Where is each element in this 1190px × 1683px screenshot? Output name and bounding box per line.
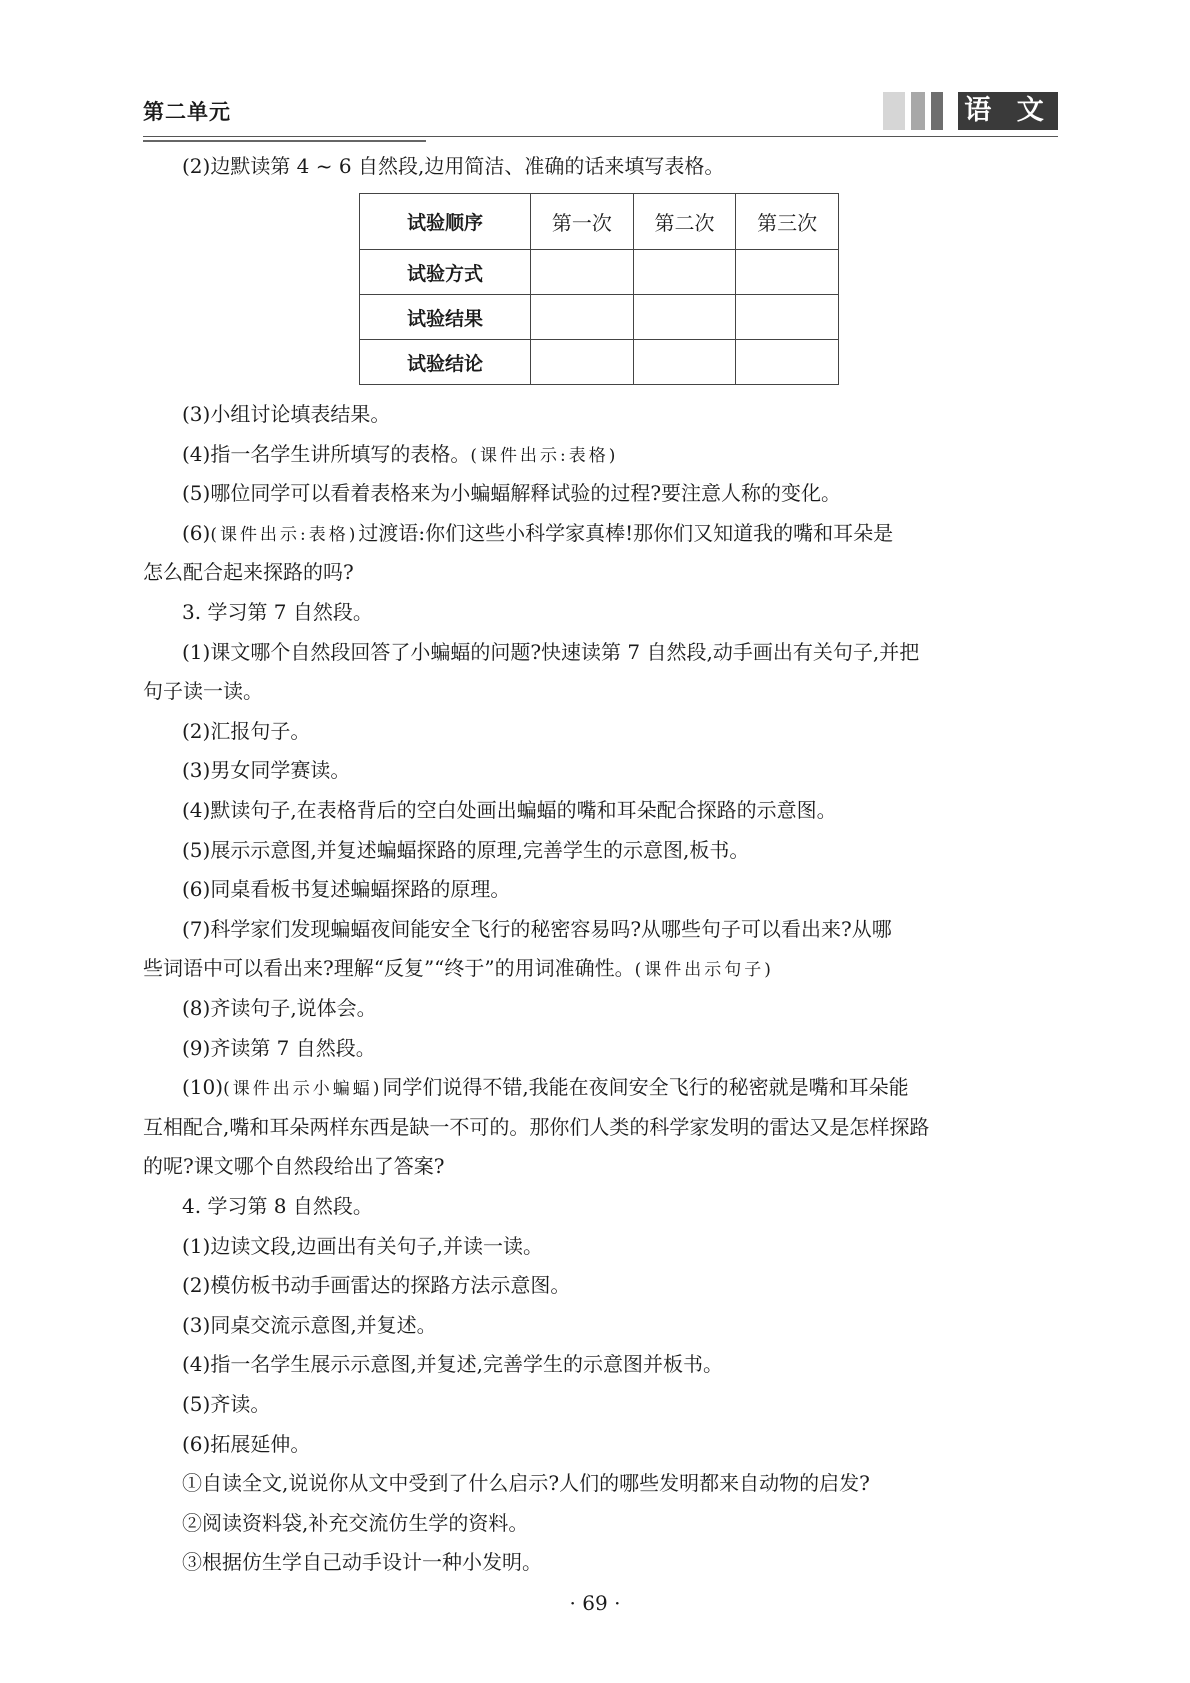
text-line xyxy=(182,598,373,626)
text-line xyxy=(182,875,510,903)
header-rule xyxy=(143,136,1058,137)
line-text: (2)模仿板书动手画雷达的探路方法示意图。 xyxy=(182,1273,571,1297)
courseware-note: (课件出示:表格) xyxy=(470,446,619,466)
text-line xyxy=(182,1548,542,1576)
table-row-label: 试验结果 xyxy=(360,295,531,340)
line-text: (3)男女同学赛读。 xyxy=(182,758,351,782)
text-line xyxy=(143,558,354,586)
line-text-rest: 过渡语:你们这些小科学家真棒!那你们又知道我的嘴和耳朵是 xyxy=(358,521,894,545)
text-line xyxy=(143,1113,929,1141)
text-line xyxy=(182,440,618,470)
line-text: (3)小组讨论填表结果。 xyxy=(182,402,391,426)
table-row xyxy=(360,295,839,340)
line-text: 的呢?课文哪个自然段给出了答案? xyxy=(143,1154,445,1178)
bar-light xyxy=(883,92,905,130)
line-text: ②阅读资料袋,补充交流仿生学的资料。 xyxy=(182,1511,529,1535)
text-line xyxy=(182,1311,437,1339)
header-rule-accent xyxy=(143,140,426,142)
line-text: ③根据仿生学自己动手设计一种小发明。 xyxy=(182,1550,542,1574)
line-text: (6)同桌看板书复述蝙蝠探路的原理。 xyxy=(182,877,511,901)
line-text: 句子读一读。 xyxy=(143,679,263,703)
line-text: 3. 学习第 7 自然段。 xyxy=(182,600,373,624)
line-text-rest: 同学们说得不错,我能在夜间安全飞行的秘密就是嘴和耳朵能 xyxy=(382,1075,909,1099)
page-header xyxy=(143,92,1058,142)
table-cell xyxy=(531,340,634,385)
table-cell xyxy=(633,295,736,340)
experiment-table xyxy=(359,193,839,385)
line-text: (2)汇报句子。 xyxy=(182,719,311,743)
courseware-note: (课件出示句子) xyxy=(634,960,774,980)
bar-mid xyxy=(911,92,925,130)
text-line xyxy=(182,1073,909,1103)
line-text: (7)科学家们发现蝙蝠夜间能安全飞行的秘密容易吗?从哪些句子可以看出来?从哪 xyxy=(182,917,892,941)
table-header-cell: 试验顺序 xyxy=(360,194,531,250)
text-line xyxy=(182,519,893,549)
bar-dark xyxy=(931,92,943,130)
line-text: (6) xyxy=(182,521,211,545)
table-row xyxy=(360,250,839,295)
table-row-label: 试验方式 xyxy=(360,250,531,295)
line-text: ①自读全文,说说你从文中受到了什么启示?人们的哪些发明都来自动物的启发? xyxy=(182,1471,870,1495)
table-cell xyxy=(531,295,634,340)
text-line xyxy=(182,1509,528,1537)
text-line xyxy=(182,479,841,507)
table-header-cell: 第一次 xyxy=(531,194,634,250)
line-text: (3)同桌交流示意图,并复述。 xyxy=(182,1313,437,1337)
text-line xyxy=(182,994,377,1022)
table-cell xyxy=(736,250,839,295)
text-line xyxy=(182,1232,543,1260)
text-line xyxy=(182,1390,270,1418)
text-line xyxy=(182,717,310,745)
table-cell xyxy=(736,340,839,385)
line-text: (5)展示示意图,并复述蝙蝠探路的原理,完善学生的示意图,板书。 xyxy=(182,838,750,862)
line-text: (1)边读文段,边画出有关句子,并读一读。 xyxy=(182,1234,544,1258)
text-line xyxy=(182,796,837,824)
text-line xyxy=(182,1271,570,1299)
intro-line: (2)边默读第 4 ~ 6 自然段,边用简洁、准确的话来填写表格。 xyxy=(182,154,725,178)
text-line xyxy=(182,836,749,864)
line-text: 互相配合,嘴和耳朵两样东西是缺一不可的。那你们人类的科学家发明的雷达又是怎样探路 xyxy=(143,1115,930,1139)
line-text: 怎么配合起来探路的吗? xyxy=(143,560,354,584)
line-text: (1)课文哪个自然段回答了小蝙蝠的问题?快速读第 7 自然段,动手画出有关句子,并把 xyxy=(182,640,920,664)
line-text: (10) xyxy=(182,1075,224,1099)
text-line xyxy=(182,400,390,428)
text-line xyxy=(182,1430,310,1458)
courseware-note: (课件出示:表格) xyxy=(210,525,359,545)
table-cell xyxy=(633,250,736,295)
table-cell xyxy=(531,250,634,295)
text-line xyxy=(143,954,774,984)
line-text: 4. 学习第 8 自然段。 xyxy=(182,1194,373,1218)
unit-title: 第二单元 xyxy=(143,100,231,124)
text-line xyxy=(182,756,350,784)
text-line xyxy=(143,1152,444,1180)
table-row xyxy=(360,340,839,385)
text-line xyxy=(182,638,919,666)
text-line xyxy=(182,1469,870,1497)
line-text: (8)齐读句子,说体会。 xyxy=(182,996,377,1020)
line-text: 些词语中可以看出来?理解“反复”“终于”的用词准确性。 xyxy=(143,956,635,980)
table-cell xyxy=(633,340,736,385)
text-line xyxy=(143,677,263,705)
subject-label: 语 文 xyxy=(958,92,1058,130)
line-text: (4)指一名学生讲所填写的表格。 xyxy=(182,442,471,466)
table-header-row xyxy=(360,194,839,250)
line-text: (5)齐读。 xyxy=(182,1392,271,1416)
line-text: (6)拓展延伸。 xyxy=(182,1432,311,1456)
table-row-label: 试验结论 xyxy=(360,340,531,385)
text-line xyxy=(182,1350,723,1378)
table-header-cell: 第三次 xyxy=(736,194,839,250)
line-text: (9)齐读第 7 自然段。 xyxy=(182,1036,376,1060)
text-line xyxy=(182,915,892,943)
table-header-cell: 第二次 xyxy=(633,194,736,250)
courseware-note: (课件出示小蝙蝠) xyxy=(223,1079,383,1099)
line-text: (4)指一名学生展示示意图,并复述,完善学生的示意图并板书。 xyxy=(182,1352,724,1376)
page-number: · 69 · xyxy=(569,1591,621,1615)
table-cell xyxy=(736,295,839,340)
line-text: (5)哪位同学可以看着表格来为小蝙蝠解释试验的过程?要注意人称的变化。 xyxy=(182,481,842,505)
text-line xyxy=(182,1034,376,1062)
text-line xyxy=(182,1192,373,1220)
line-text: (4)默读句子,在表格背后的空白处画出蝙蝠的嘴和耳朵配合探路的示意图。 xyxy=(182,798,837,822)
